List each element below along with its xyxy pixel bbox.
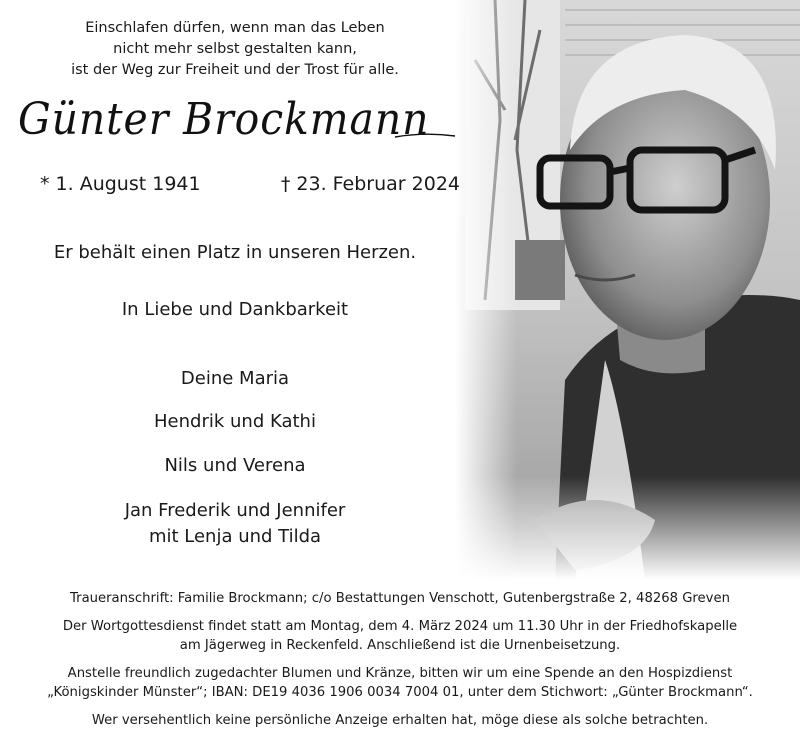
notice xyxy=(0,711,800,730)
family-member: Deine Maria xyxy=(180,368,290,389)
family-member: Jan Frederik und Jennifer xyxy=(124,500,346,521)
poem-line-1: Einschlafen dürfen, wenn man das Leben xyxy=(85,20,385,36)
poem-line-2: nicht mehr selbst gestalten kann, xyxy=(113,41,357,57)
motto: Er behält einen Platz in unseren Herzen. xyxy=(53,242,417,263)
deceased-name-text: Günter Brockmann xyxy=(18,94,430,145)
donation-line-2: „Königskinder Münster“; IBAN: DE19 4036 1906 0034 7004 01, unter dem Stichwort: „Günter Brockmann“. xyxy=(47,685,753,700)
closing-phrase: In Liebe und Dankbarkeit xyxy=(121,299,349,320)
service-info xyxy=(0,617,800,655)
service-line-1: Der Wortgottesdienst findet statt am Montag, dem 4. März 2024 um 11.30 Uhr in der Friedhofskapelle xyxy=(62,619,738,634)
life-dates xyxy=(40,173,460,195)
family-member: Nils und Verena xyxy=(164,455,306,476)
birth-date: * 1. August 1941 xyxy=(40,173,201,195)
mourning-address xyxy=(0,589,800,608)
address-line: Traueranschrift: Familie Brockmann; c/o Bestattungen Venschott, Gutenbergstraße 2, 48268 Greven xyxy=(70,591,730,606)
deceased-name xyxy=(0,92,470,162)
donation-info xyxy=(0,664,800,702)
portrait-photo xyxy=(455,0,800,580)
notice-line: Wer versehentlich keine persönliche Anzeige erhalten hat, möge diese als solche betrachten. xyxy=(91,713,709,728)
service-line-2: am Jägerweg in Reckenfeld. Anschließend ist die Urnenbeisetzung. xyxy=(179,638,621,653)
family-member: mit Lenja und Tilda xyxy=(148,526,322,547)
poem xyxy=(0,18,470,81)
name-underline-flourish xyxy=(0,92,470,162)
donation-line-1: Anstelle freundlich zugedachter Blumen und Kränze, bitten wir um eine Spende an den Hospizdienst xyxy=(67,666,733,681)
death-date: † 23. Februar 2024 xyxy=(280,173,460,195)
family-member: Hendrik und Kathi xyxy=(154,411,316,432)
poem-line-3: ist der Weg zur Freiheit und der Trost für alle. xyxy=(71,62,399,78)
footer-info xyxy=(0,589,800,739)
